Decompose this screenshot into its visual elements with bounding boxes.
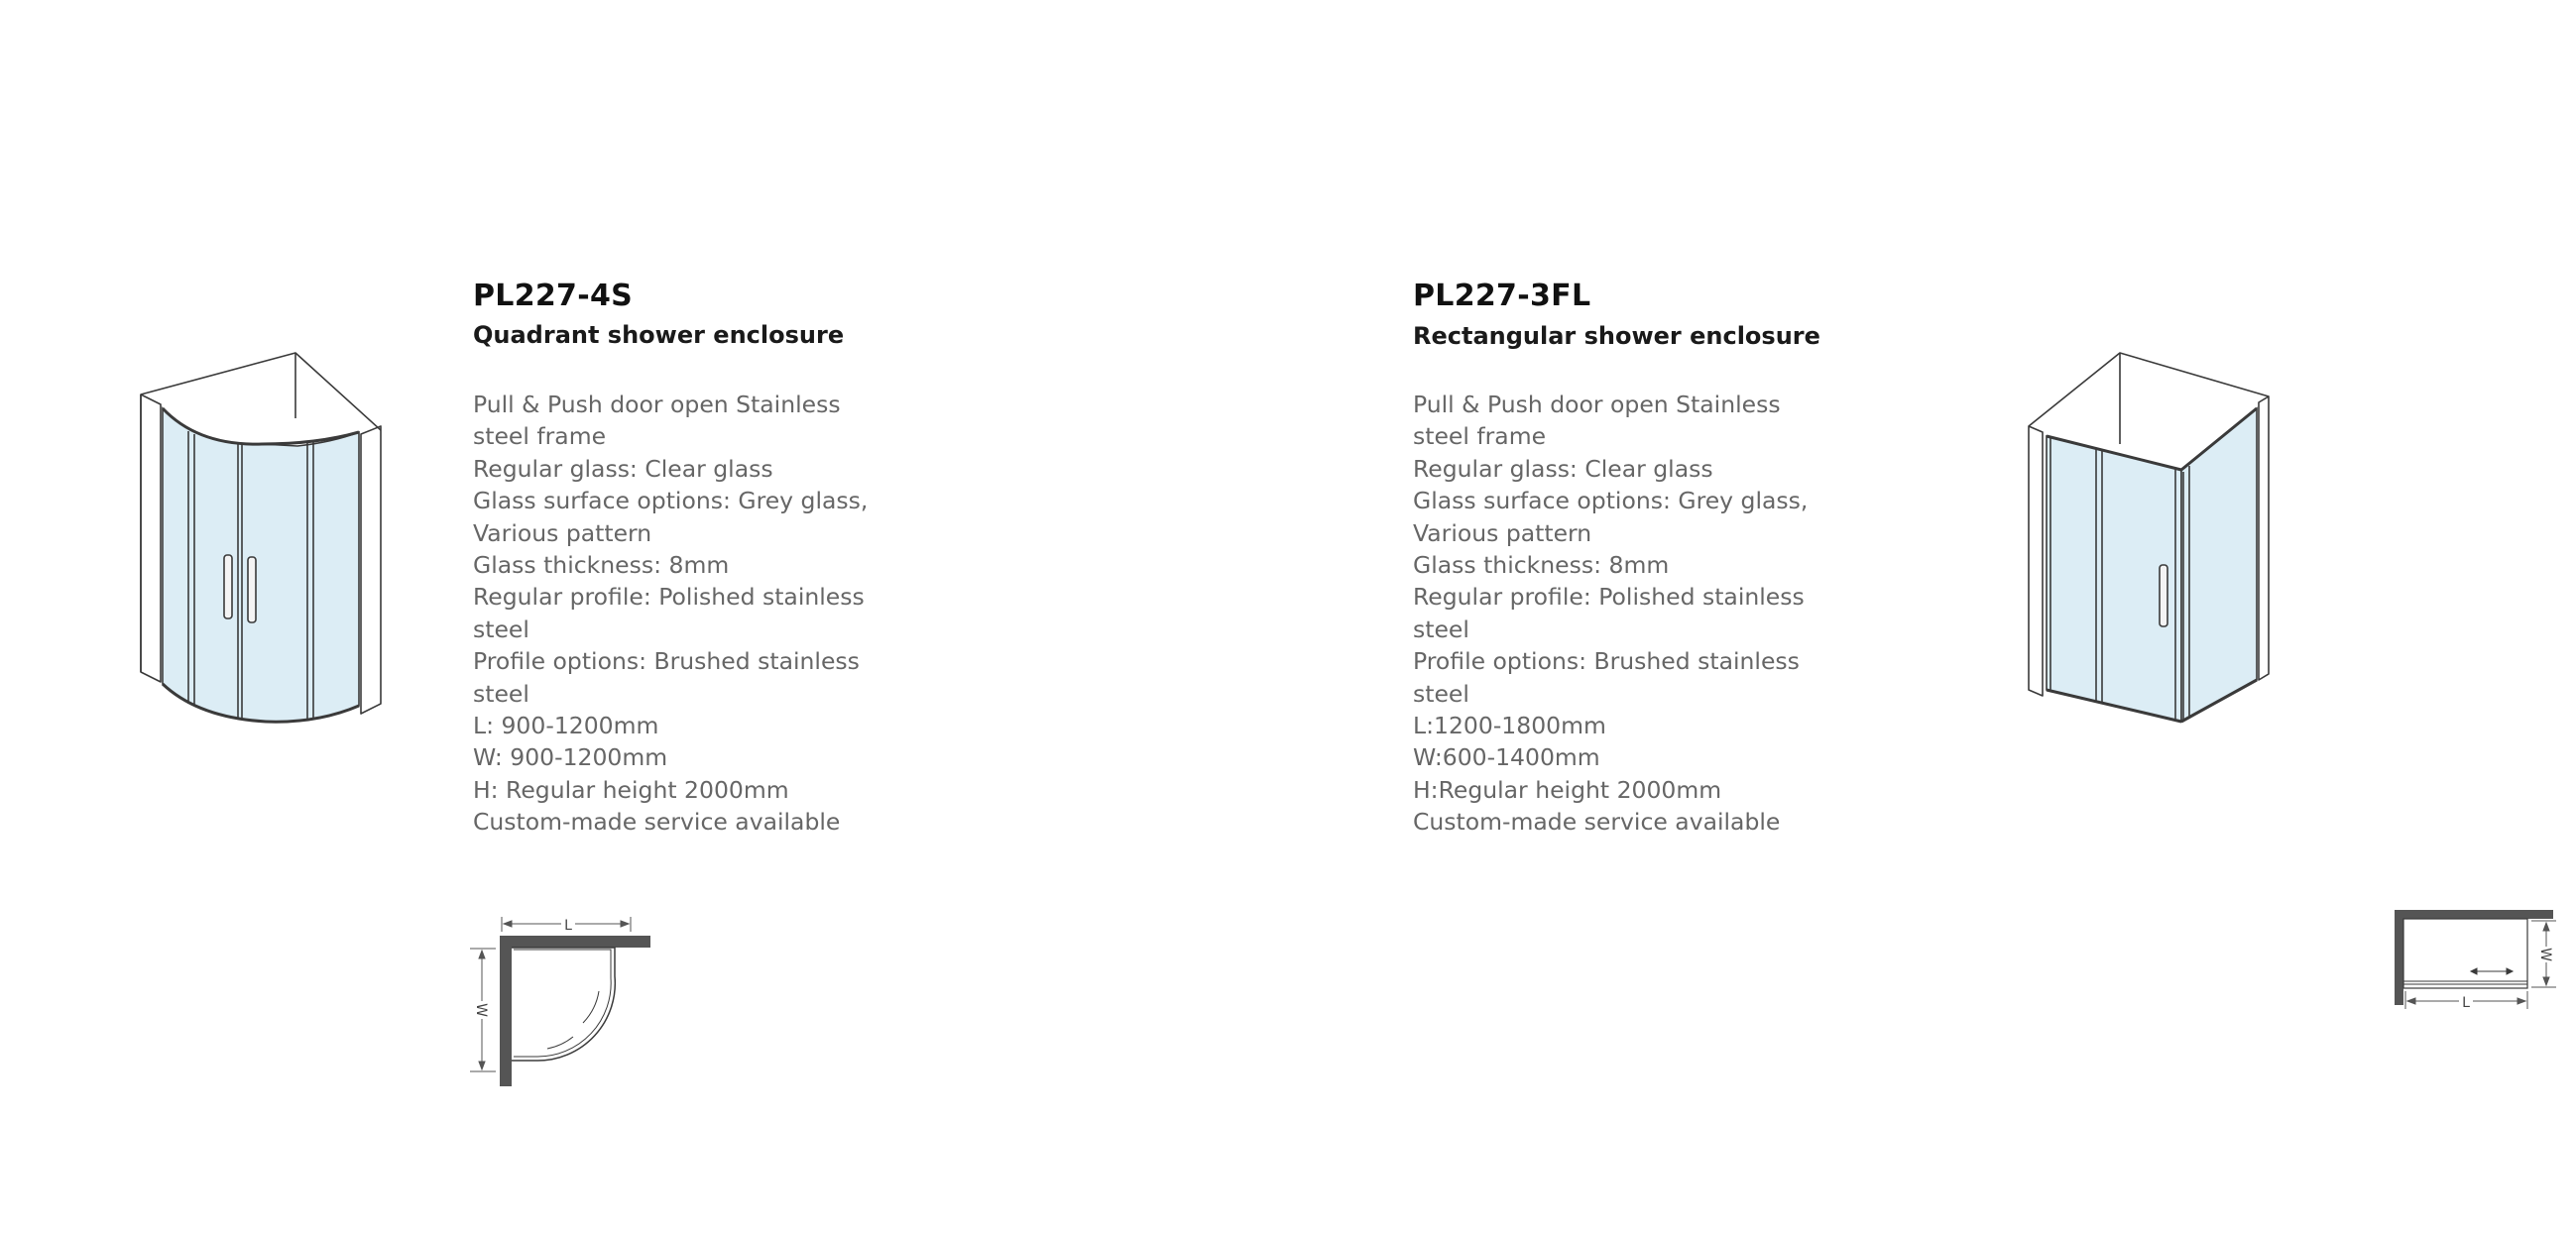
spec-line: steel <box>473 615 529 643</box>
quadrant-floor-plan <box>466 897 664 1095</box>
quadrant-enclosure-illustration <box>134 347 392 733</box>
spec-line: Regular profile: Polished stainless <box>1413 583 1805 612</box>
spec-line: Glass thickness: 8mm <box>473 551 730 580</box>
spec-line: Various pattern <box>473 518 652 547</box>
spec-line: Pull & Push door open Stainless <box>473 391 841 418</box>
product-pl227-3fl <box>980 0 2553 1235</box>
spec-line: Profile options: Brushed stainless <box>1413 647 1800 676</box>
product-type: Rectangular shower enclosure <box>1413 322 1820 350</box>
spec-line: Glass surface options: Grey glass, <box>1413 487 1809 515</box>
spec-line: Various pattern <box>1413 518 1592 547</box>
spec-line: Regular profile: Polished stainless <box>473 583 865 612</box>
product-type: Quadrant shower enclosure <box>473 321 845 349</box>
spec-line: Regular glass: Clear glass <box>473 454 773 483</box>
plan-length-label: L <box>2462 995 2470 1011</box>
spec-line: steel frame <box>1413 422 1547 451</box>
spec-line: L:1200-1800mm <box>1413 712 1606 740</box>
spec-line: L: 900-1200mm <box>473 712 659 740</box>
spec-line: steel <box>1413 679 1469 708</box>
spec-line: Profile options: Brushed stainless <box>473 647 860 676</box>
spec-line: H:Regular height 2000mm <box>1413 775 1722 804</box>
spec-line: W: 900-1200mm <box>473 743 668 772</box>
spec-line: steel frame <box>473 422 607 451</box>
product-model: PL227-4S <box>473 279 634 313</box>
rectangular-floor-plan <box>2388 902 2576 1021</box>
spec-line: Pull & Push door open Stainless <box>1413 391 1781 418</box>
spec-line: Regular glass: Clear glass <box>1413 454 1713 483</box>
plan-width-label: W <box>2537 948 2553 961</box>
plan-length-label: L <box>564 918 572 934</box>
spec-line: Custom-made service available <box>473 808 841 837</box>
rectangular-enclosure-illustration <box>2021 347 2279 733</box>
product-model: PL227-3FL <box>1413 279 1591 313</box>
spec-line: Glass thickness: 8mm <box>1413 551 1670 580</box>
spec-line: steel <box>473 679 529 708</box>
spec-line: H: Regular height 2000mm <box>473 775 789 804</box>
spec-line: W:600-1400mm <box>1413 743 1600 772</box>
product-pl227-4s <box>0 0 980 1235</box>
spec-line: Glass surface options: Grey glass, <box>473 487 869 515</box>
spec-list <box>473 389 919 839</box>
spec-line: Custom-made service available <box>1413 808 1781 837</box>
spec-line: steel <box>1413 615 1469 643</box>
plan-width-label: W <box>473 1003 489 1017</box>
spec-list <box>1413 389 1859 839</box>
